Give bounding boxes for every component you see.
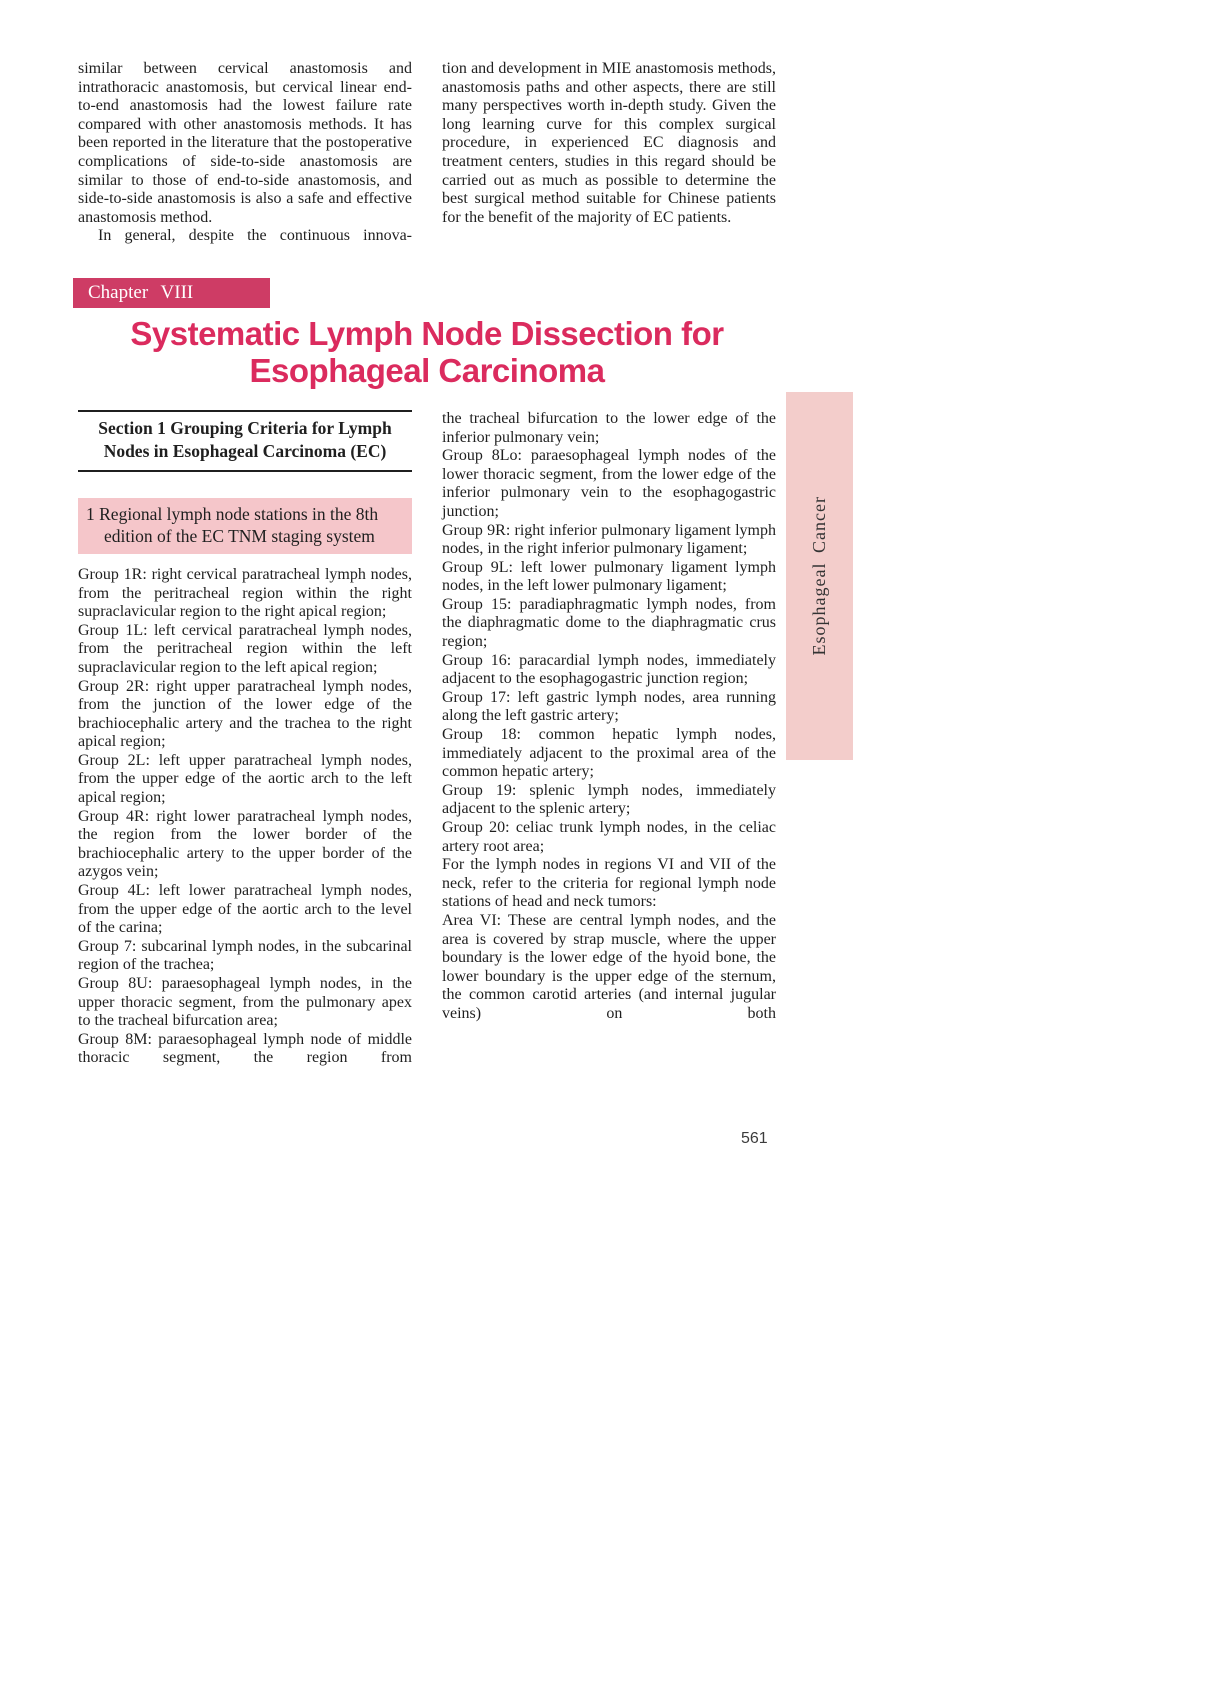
group-paragraph: Group 8M: paraesophageal lymph node of middle thoracic segment, the region from: [78, 1030, 412, 1067]
continuation-section: [78, 60, 776, 246]
chapter-banner: [73, 278, 270, 308]
continuation-right-column: [442, 60, 776, 246]
group-paragraph: Group 2R: right upper paratracheal lymph nodes, from the junction of the lower edge of the brachiocephalic artery and the trachea to the right apical region;: [78, 677, 412, 751]
continuation-paragraph: tion and development in MIE anastomosis methods, anastomosis paths and other aspects, there are still many perspectives worth in-depth study. Given the long learning curve for this complex surgical procedure, in experienced EC diagnosis and treatment centers, studies in this regard should be carried out as much as possible to determine the best surgical method suitable for Chinese patients for the benefit of the majority of EC patients.: [442, 60, 776, 226]
section-1: [78, 410, 776, 1068]
group-list-left: [78, 566, 412, 1068]
section-heading: Section 1 Grouping Criteria for Lymph Nodes in Esophageal Carcinoma (EC): [78, 410, 412, 472]
group-paragraph: Group 1L: left cervical paratracheal lymph nodes, from the peritracheal region within the left supraclavicular region to the left apical region;: [78, 621, 412, 676]
chapter-title-line2: Esophageal Carcinoma: [249, 351, 605, 389]
page-content: [78, 0, 776, 1068]
group-paragraph: Group 4L: left lower paratracheal lymph nodes, from the upper edge of the aortic arch to the level of the carina;: [78, 882, 412, 937]
chapter-title: [78, 315, 776, 389]
page-number: 561: [741, 1130, 768, 1147]
group-paragraph: Group 7: subcarinal lymph nodes, in the subcarinal region of the trachea;: [78, 937, 412, 974]
group-paragraph: For the lymph nodes in regions VI and VII of the neck, refer to the criteria for regional lymph node stations of head and neck tumors:: [442, 856, 776, 911]
group-paragraph: Group 9R: right inferior pulmonary ligament lymph nodes, in the right inferior pulmonary ligament;: [442, 521, 776, 558]
numbered-subheading: 1 Regional lymph node stations in the 8th edition of the EC TNM staging system: [78, 498, 412, 554]
group-paragraph: Group 2L: left upper paratracheal lymph nodes, from the upper edge of the aortic arch to the left apical region;: [78, 751, 412, 807]
group-paragraph: Group 8U: paraesophageal lymph nodes, in the upper thoracic segment, from the pulmonary apex to the tracheal bifurcation area;: [78, 975, 412, 1030]
continuation-paragraph: In general, despite the continuous innova-: [98, 227, 412, 245]
edge-tab: [786, 392, 853, 760]
continuation-left-column: [78, 60, 412, 246]
group-paragraph: Group 18: common hepatic lymph nodes, immediately adjacent to the proximal area of the common hepatic artery;: [442, 726, 776, 781]
section-right-column: [442, 410, 776, 1068]
group-paragraph: Group 15: paradiaphragmatic lymph nodes, from the diaphragmatic dome to the diaphragmatic crus region;: [442, 595, 776, 651]
group-paragraph: Group 19: splenic lymph nodes, immediately adjacent to the splenic artery;: [442, 781, 776, 818]
chapter-title-line1: Systematic Lymph Node Dissection for: [130, 314, 724, 352]
group-paragraph: Group 9L: left lower pulmonary ligament lymph nodes, in the left lower pulmonary ligament;: [442, 558, 776, 595]
group-paragraph: Group 8Lo: paraesophageal lymph nodes of the lower thoracic segment, from the lower edge of the inferior pulmonary vein to the esophagogastric junction;: [442, 447, 776, 520]
edge-tab-label: Esophageal Cancer: [809, 496, 829, 656]
continuation-paragraph: similar between cervical anastomosis and intrathoracic anastomosis, but cervical linear end-to-end anastomosis had the lowest failure rate compared with other anastomosis methods. It has been reported in the literature that the postoperative complications of side-to-side anastomosis are similar to those of end-to-side anastomosis, and side-to-side anastomosis is also a safe and effective anastomosis method.: [78, 60, 412, 226]
section-left-column: [78, 410, 412, 1068]
group-paragraph: Group 4R: right lower paratracheal lymph nodes, the region from the lower border of the brachiocephalic artery to the upper border of the azygos vein;: [78, 807, 412, 881]
group-paragraph: Area VI: These are central lymph nodes, and the area is covered by strap muscle, where the upper boundary is the lower edge of the hyoid bone, the lower boundary is the upper edge of the sternum, the common carotid arteries (and internal jugular veins) on both: [442, 911, 776, 1022]
group-paragraph: Group 1R: right cervical paratracheal lymph nodes, from the peritracheal region within the right supraclavicular region to the right apical region;: [78, 565, 412, 621]
group-paragraph: Group 20: celiac trunk lymph nodes, in the celiac artery root area;: [442, 819, 776, 855]
group-paragraph: the tracheal bifurcation to the lower edge of the inferior pulmonary vein;: [442, 409, 776, 446]
chapter-banner-label: Chapter VIII: [88, 281, 194, 303]
group-paragraph: Group 16: paracardial lymph nodes, immediately adjacent to the esophagogastric junction region;: [442, 651, 776, 688]
group-paragraph: Group 17: left gastric lymph nodes, area running along the left gastric artery;: [442, 688, 776, 725]
